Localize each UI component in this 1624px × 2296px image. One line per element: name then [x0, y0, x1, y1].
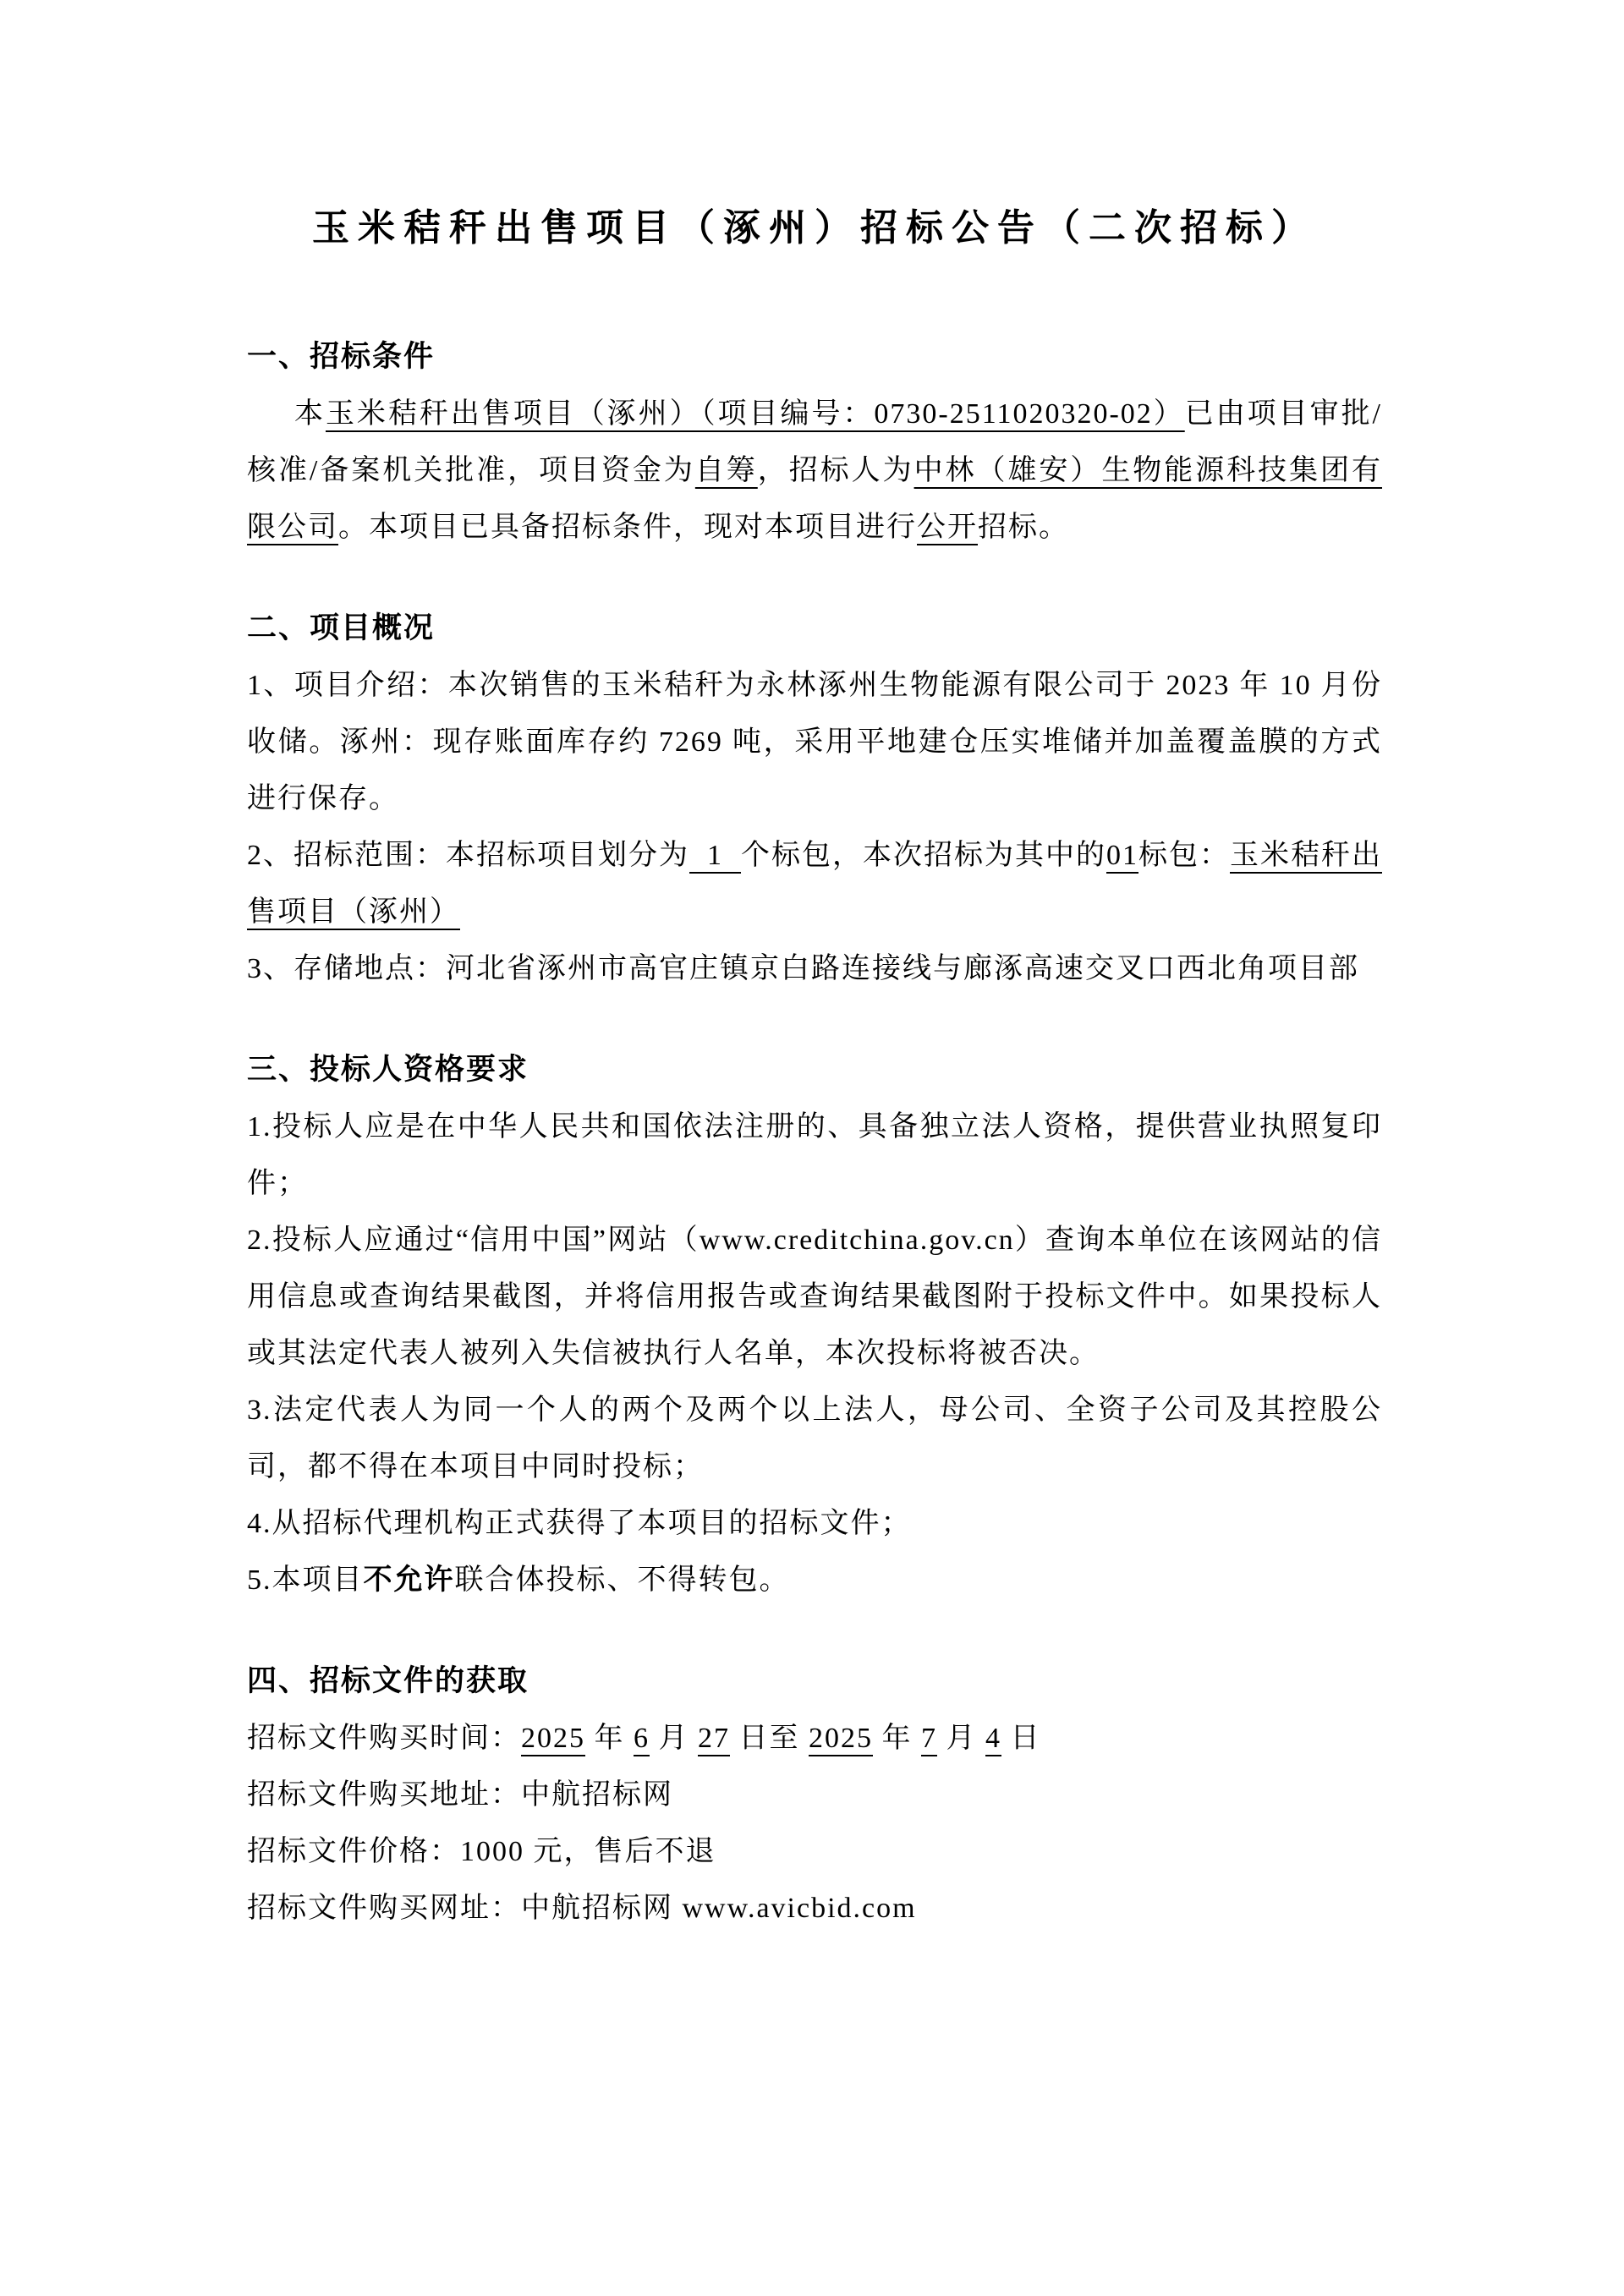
section-2-heading: 二、项目概况: [247, 611, 436, 644]
text-run: 月: [650, 1723, 698, 1754]
text-run: 日至: [730, 1723, 809, 1754]
section-3-heading: 三、投标人资格要求: [247, 1053, 529, 1086]
section-3-bidder-qualifications: [247, 1041, 1382, 1608]
text-run: 2、招标范围：本招标项目划分为: [247, 840, 689, 871]
text-run: 。本项目已具备招标条件，现对本项目进行: [338, 512, 917, 543]
section-4-heading: 四、招标文件的获取: [247, 1664, 529, 1697]
section-2-project-overview: [247, 600, 1382, 997]
section-4-document-price: 招标文件价格：1000 元，售后不退: [247, 1836, 716, 1867]
text-run: 已由项目审批/核准/备案机关批准，项目资金为: [247, 398, 1382, 486]
text-run: 联合体投标、不得转包。: [454, 1564, 790, 1596]
text-run: 日: [1001, 1723, 1041, 1754]
section-3-item-2: 2.投标人应通过“信用中国”网站（www.creditchina.gov.cn）查询本单位在该网站的信用信息或查询结果截图，并将信用报告或查询结果截图附于投标文件中。如果投标人或其法定代表人被列入失信被执行人名单，本次投标将被否决。: [247, 1225, 1382, 1369]
section-1-bidding-conditions: [247, 328, 1382, 556]
text-run: 本: [294, 398, 326, 430]
section-2-item-1: 1、项目介绍：本次销售的玉米秸秆为永林涿州生物能源有限公司于 2023 年 10 月份收储。涿州：现存账面库存约 7269 吨，采用平地建仓压实堆储并加盖覆盖膜的方式进行保存。: [247, 670, 1382, 814]
text-run: ，招标人为: [757, 455, 914, 486]
underline-run-year-end: 2025: [809, 1723, 873, 1754]
text-run: 年: [873, 1723, 921, 1754]
text-run: 标包：: [1138, 840, 1230, 871]
text-run: 招标。: [978, 512, 1069, 543]
underline-run-funding: 自筹: [694, 455, 758, 486]
section-2-item-2: [247, 827, 1382, 940]
section-1-heading: 一、招标条件: [247, 340, 436, 373]
underline-run-open-bidding: 公开: [917, 512, 978, 543]
text-run: 招标文件购买时间：: [247, 1723, 521, 1754]
section-3-item-3: 3.法定代表人为同一个人的两个及两个以上法人，母公司、全资子公司及其控股公司，都不得在本项目中同时投标；: [247, 1395, 1382, 1482]
section-1-paragraph: [247, 386, 1382, 556]
section-3-item-1: 1.投标人应是在中华人民共和国依法注册的、具备独立法人资格，提供营业执照复印件；: [247, 1111, 1382, 1199]
section-4-document-acquisition: [247, 1652, 1382, 1937]
text-run: 月: [937, 1723, 985, 1754]
underline-run-year-start: 2025: [521, 1723, 585, 1754]
document-title: 玉米秸秆出售项目（涿州）招标公告（二次招标）: [312, 207, 1317, 249]
underline-run-tenderer: 中林（雄安）生物能源科技集团有限公司: [247, 455, 1383, 543]
underline-run-month-start: 6: [634, 1723, 650, 1754]
underline-run-day-end: 4: [985, 1723, 1001, 1754]
underline-run-month-end: 7: [921, 1723, 937, 1754]
section-2-item-3: 3、存储地点：河北省涿州市高官庄镇京白路连接线与廊涿高速交叉口西北角项目部: [247, 953, 1359, 984]
section-4-purchase-address: 招标文件购买地址：中航招标网: [247, 1779, 673, 1811]
text-run: 年: [585, 1723, 634, 1754]
underline-run-package-name: 玉米秸秆出售项目（涿州）: [247, 840, 1382, 928]
text-run: 个标包，本次招标为其中的: [741, 840, 1106, 871]
underline-run-day-start: 27: [698, 1723, 730, 1754]
section-4-purchase-website: 招标文件购买网址：中航招标网 www.avicbid.com: [247, 1893, 917, 1924]
underline-run-project-name: 玉米秸秆出售项目（涿州）（项目编号：0730-2511020320-02）: [325, 398, 1185, 430]
section-3-item-4: 4.从招标代理机构正式获得了本项目的招标文件；: [247, 1508, 912, 1539]
text-run: 5.本项目: [247, 1564, 364, 1596]
bold-run-not-allowed: 不允许: [363, 1564, 455, 1596]
section-4-purchase-time: [247, 1710, 1382, 1767]
underline-run-package-count: 1: [689, 840, 741, 871]
section-3-item-5: [247, 1552, 1382, 1608]
underline-run-package-number: 01: [1106, 840, 1138, 871]
